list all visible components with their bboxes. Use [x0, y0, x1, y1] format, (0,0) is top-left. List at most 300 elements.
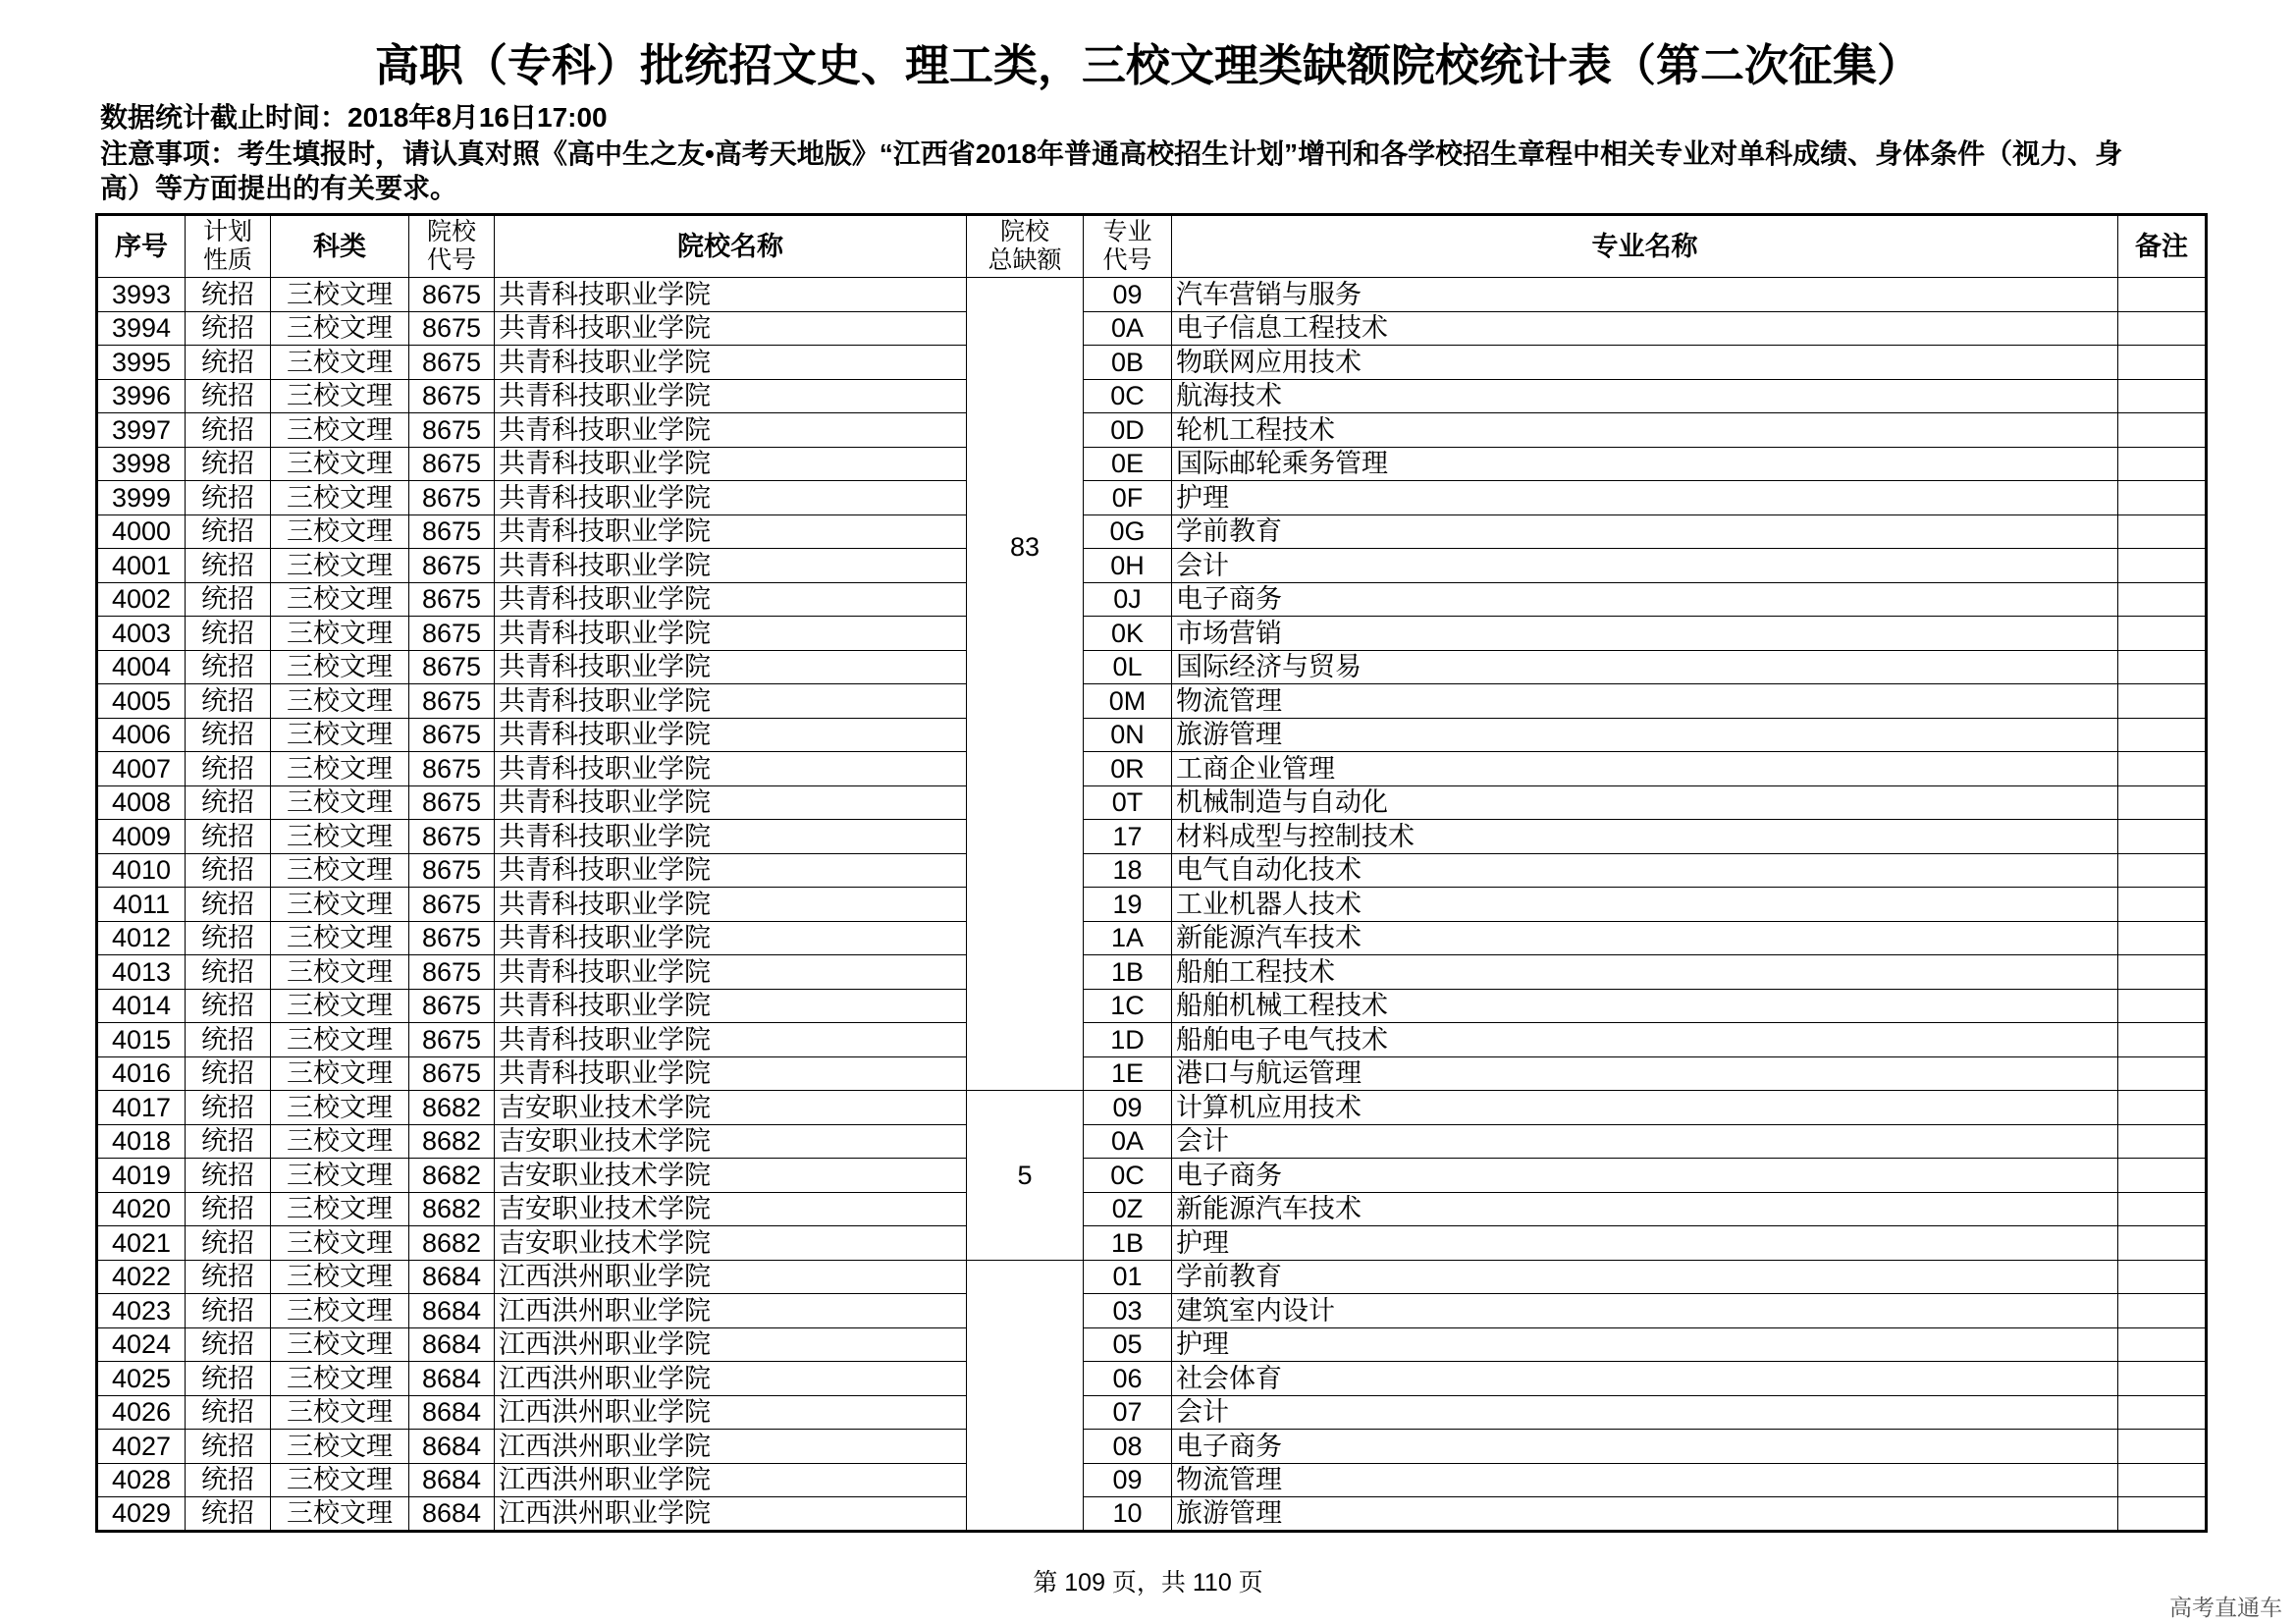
cell-plan-type: 统招 [186, 379, 271, 413]
cell-school-code: 8675 [409, 617, 495, 651]
cell-major-name: 市场营销 [1172, 617, 2118, 651]
cell-school-code: 8675 [409, 1023, 495, 1057]
cell-school-code: 8675 [409, 752, 495, 786]
cell-remark [2118, 989, 2207, 1023]
page-indicator: 第 109 页，共 110 页 [1033, 1569, 1263, 1597]
cell-seq: 4001 [97, 549, 186, 583]
cell-school-code: 8675 [409, 379, 495, 413]
header-label: 科类 [313, 231, 366, 261]
cell-major-code: 09 [1084, 278, 1172, 312]
cell-school-code: 8682 [409, 1226, 495, 1261]
cell-school-code: 8675 [409, 853, 495, 888]
cell-category: 三校文理 [271, 921, 409, 955]
notice-line: 高）等方面提出的有关要求。 [100, 173, 458, 203]
cell-major-code: 0J [1084, 582, 1172, 617]
cell-plan-type: 统招 [186, 278, 271, 312]
cell-major-code: 17 [1084, 820, 1172, 854]
cell-remark [2118, 1226, 2207, 1261]
cell-seq: 4006 [97, 718, 186, 752]
cell-remark [2118, 650, 2207, 684]
cell-remark [2118, 1260, 2207, 1294]
cell-major-name: 物联网应用技术 [1172, 346, 2118, 380]
cell-school-code: 8684 [409, 1430, 495, 1464]
cell-major-name: 轮机工程技术 [1172, 413, 2118, 448]
cell-major-name: 会计 [1172, 1395, 2118, 1430]
cell-seq: 3999 [97, 481, 186, 515]
cell-category: 三校文理 [271, 785, 409, 820]
cell-major-code: 0A [1084, 1124, 1172, 1159]
cell-major-name: 国际经济与贸易 [1172, 650, 2118, 684]
cell-remark [2118, 311, 2207, 346]
header-label: 院校 [426, 218, 476, 245]
header-cell [409, 215, 495, 278]
cell-remark [2118, 481, 2207, 515]
cell-seq: 4008 [97, 785, 186, 820]
cell-major-name: 学前教育 [1172, 1260, 2118, 1294]
cell-total-shortage [967, 1260, 1084, 1531]
cell-major-code: 0D [1084, 413, 1172, 448]
cell-major-code: 1D [1084, 1023, 1172, 1057]
header-cell [2118, 215, 2207, 278]
table-row [97, 549, 2207, 583]
cell-remark [2118, 346, 2207, 380]
header-label: 代号 [1102, 246, 1152, 274]
cell-remark [2118, 1294, 2207, 1328]
cell-major-code: 06 [1084, 1362, 1172, 1396]
cell-school-name: 共青科技职业学院 [495, 379, 967, 413]
cell-major-code: 1A [1084, 921, 1172, 955]
cell-school-name: 江西洪州职业学院 [495, 1362, 967, 1396]
table-row [97, 447, 2207, 481]
cell-school-code: 8675 [409, 888, 495, 922]
cell-school-name: 共青科技职业学院 [495, 888, 967, 922]
header-label: 序号 [115, 231, 168, 261]
header-label: 备注 [2135, 231, 2188, 261]
cell-remark [2118, 617, 2207, 651]
cell-school-code: 8682 [409, 1124, 495, 1159]
table-row [97, 888, 2207, 922]
cell-plan-type: 统招 [186, 853, 271, 888]
cell-remark [2118, 1463, 2207, 1497]
cell-school-name: 江西洪州职业学院 [495, 1294, 967, 1328]
cell-category: 三校文理 [271, 1362, 409, 1396]
cell-major-code: 19 [1084, 888, 1172, 922]
cell-seq: 4021 [97, 1226, 186, 1261]
cell-plan-type: 统招 [186, 1294, 271, 1328]
cell-category: 三校文理 [271, 549, 409, 583]
cell-category: 三校文理 [271, 1430, 409, 1464]
table-row [97, 379, 2207, 413]
cell-plan-type: 统招 [186, 752, 271, 786]
cell-remark [2118, 752, 2207, 786]
cell-school-code: 8675 [409, 820, 495, 854]
cell-plan-type: 统招 [186, 1395, 271, 1430]
cell-school-code: 8675 [409, 278, 495, 312]
cell-major-name: 会计 [1172, 1124, 2118, 1159]
cell-school-code: 8675 [409, 413, 495, 448]
cell-plan-type: 统招 [186, 921, 271, 955]
cell-category: 三校文理 [271, 1463, 409, 1497]
cell-category: 三校文理 [271, 1497, 409, 1532]
table-row [97, 921, 2207, 955]
cell-seq: 4027 [97, 1430, 186, 1464]
cell-major-code: 0E [1084, 447, 1172, 481]
cell-seq: 4010 [97, 853, 186, 888]
cell-school-name: 吉安职业技术学院 [495, 1159, 967, 1193]
cell-plan-type: 统招 [186, 1327, 271, 1362]
cell-major-name: 新能源汽车技术 [1172, 1192, 2118, 1226]
cell-major-code: 18 [1084, 853, 1172, 888]
cell-seq: 4003 [97, 617, 186, 651]
cell-school-code: 8675 [409, 582, 495, 617]
cell-plan-type: 统招 [186, 1159, 271, 1193]
cell-school-name: 共青科技职业学院 [495, 684, 967, 719]
cell-remark [2118, 718, 2207, 752]
cell-plan-type: 统招 [186, 549, 271, 583]
cell-plan-type: 统招 [186, 582, 271, 617]
cell-seq: 4017 [97, 1091, 186, 1125]
cell-school-code: 8675 [409, 785, 495, 820]
header-label: 院校 [999, 218, 1049, 245]
cell-school-code: 8675 [409, 684, 495, 719]
cell-major-code: 0K [1084, 617, 1172, 651]
cell-plan-type: 统招 [186, 989, 271, 1023]
table-row [97, 955, 2207, 990]
cell-remark [2118, 1395, 2207, 1430]
header-cell [495, 215, 967, 278]
cell-category: 三校文理 [271, 1023, 409, 1057]
cell-school-name: 共青科技职业学院 [495, 718, 967, 752]
cell-school-name: 共青科技职业学院 [495, 346, 967, 380]
cell-plan-type: 统招 [186, 684, 271, 719]
cell-school-code: 8675 [409, 989, 495, 1023]
cell-category: 三校文理 [271, 617, 409, 651]
cell-plan-type: 统招 [186, 514, 271, 549]
cell-remark [2118, 921, 2207, 955]
cell-major-name: 电子商务 [1172, 582, 2118, 617]
table-row [97, 346, 2207, 380]
cell-plan-type: 统招 [186, 447, 271, 481]
cell-category: 三校文理 [271, 447, 409, 481]
cell-major-code: 0M [1084, 684, 1172, 719]
cell-remark [2118, 785, 2207, 820]
cell-category: 三校文理 [271, 514, 409, 549]
cell-school-name: 共青科技职业学院 [495, 447, 967, 481]
cell-plan-type: 统招 [186, 1260, 271, 1294]
cell-remark [2118, 1192, 2207, 1226]
watermark: 高考直通车 [2169, 1595, 2282, 1620]
header-label: 性质 [202, 246, 252, 274]
table-body [97, 278, 2207, 1532]
table-row [97, 1294, 2207, 1328]
cell-major-name: 电气自动化技术 [1172, 853, 2118, 888]
cell-category: 三校文理 [271, 278, 409, 312]
cell-major-code: 0N [1084, 718, 1172, 752]
cell-category: 三校文理 [271, 888, 409, 922]
cell-school-code: 8675 [409, 311, 495, 346]
cell-major-code: 09 [1084, 1463, 1172, 1497]
cell-major-name: 材料成型与控制技术 [1172, 820, 2118, 854]
cell-major-code: 0C [1084, 1159, 1172, 1193]
cell-remark [2118, 853, 2207, 888]
cell-category: 三校文理 [271, 1294, 409, 1328]
cell-category: 三校文理 [271, 752, 409, 786]
cell-plan-type: 统招 [186, 955, 271, 990]
cell-category: 三校文理 [271, 650, 409, 684]
cell-plan-type: 统招 [186, 1091, 271, 1125]
table-row [97, 582, 2207, 617]
cell-major-name: 航海技术 [1172, 379, 2118, 413]
cell-school-name: 共青科技职业学院 [495, 853, 967, 888]
table-row [97, 650, 2207, 684]
cell-seq: 3995 [97, 346, 186, 380]
cell-major-code: 1C [1084, 989, 1172, 1023]
cell-school-name: 共青科技职业学院 [495, 582, 967, 617]
cell-seq: 4016 [97, 1056, 186, 1091]
cell-school-name: 共青科技职业学院 [495, 989, 967, 1023]
cell-remark [2118, 1327, 2207, 1362]
cell-school-name: 吉安职业技术学院 [495, 1226, 967, 1261]
table-row [97, 1395, 2207, 1430]
cell-category: 三校文理 [271, 1159, 409, 1193]
cell-total-shortage: 5 [967, 1091, 1084, 1261]
cell-remark [2118, 1159, 2207, 1193]
cell-school-code: 8682 [409, 1091, 495, 1125]
table-row [97, 1260, 2207, 1294]
cell-seq: 3997 [97, 413, 186, 448]
cell-major-code: 1E [1084, 1056, 1172, 1091]
table-row [97, 1159, 2207, 1193]
cell-major-name: 护理 [1172, 1327, 2118, 1362]
cell-category: 三校文理 [271, 1395, 409, 1430]
cell-school-name: 共青科技职业学院 [495, 311, 967, 346]
cell-plan-type: 统招 [186, 650, 271, 684]
cell-category: 三校文理 [271, 1226, 409, 1261]
table-row [97, 820, 2207, 854]
cell-plan-type: 统招 [186, 1056, 271, 1091]
cell-remark [2118, 1124, 2207, 1159]
notice-line: 注意事项：考生填报时，请认真对照《高中生之友•高考天地版》“江西省2018年普通高校招生计划”增刊和各学校招生章程中相关专业对单科成绩、身体条件（视力、身 [100, 138, 2123, 169]
cell-major-name: 电子信息工程技术 [1172, 311, 2118, 346]
cell-major-name: 护理 [1172, 1226, 2118, 1261]
cell-school-name: 共青科技职业学院 [495, 481, 967, 515]
cell-school-name: 共青科技职业学院 [495, 1056, 967, 1091]
cell-school-code: 8675 [409, 447, 495, 481]
cell-major-code: 1B [1084, 1226, 1172, 1261]
cell-total-shortage: 83 [967, 278, 1084, 1091]
cell-seq: 4002 [97, 582, 186, 617]
cell-major-code: 03 [1084, 1294, 1172, 1328]
table-row [97, 718, 2207, 752]
header-cell [97, 215, 186, 278]
cell-plan-type: 统招 [186, 785, 271, 820]
cell-school-code: 8684 [409, 1497, 495, 1532]
header-label: 专业 [1102, 218, 1152, 245]
cell-school-name: 共青科技职业学院 [495, 617, 967, 651]
cell-school-code: 8675 [409, 346, 495, 380]
header-cell [1172, 215, 2118, 278]
cell-school-name: 江西洪州职业学院 [495, 1260, 967, 1294]
cell-major-name: 船舶机械工程技术 [1172, 989, 2118, 1023]
header-cell [967, 215, 1084, 278]
cell-category: 三校文理 [271, 1091, 409, 1125]
cell-plan-type: 统招 [186, 1023, 271, 1057]
cell-category: 三校文理 [271, 1192, 409, 1226]
cell-major-code: 0H [1084, 549, 1172, 583]
table-row [97, 278, 2207, 312]
cell-category: 三校文理 [271, 311, 409, 346]
cell-major-name: 建筑室内设计 [1172, 1294, 2118, 1328]
cell-major-name: 电子商务 [1172, 1430, 2118, 1464]
cell-category: 三校文理 [271, 718, 409, 752]
cell-major-code: 0L [1084, 650, 1172, 684]
header-cell [271, 215, 409, 278]
table-row [97, 1430, 2207, 1464]
cell-major-name: 护理 [1172, 481, 2118, 515]
cell-remark [2118, 820, 2207, 854]
table-row [97, 1124, 2207, 1159]
cell-category: 三校文理 [271, 853, 409, 888]
cell-school-code: 8675 [409, 955, 495, 990]
cell-category: 三校文理 [271, 1124, 409, 1159]
cell-school-code: 8682 [409, 1192, 495, 1226]
cell-major-code: 0F [1084, 481, 1172, 515]
cell-seq: 4007 [97, 752, 186, 786]
deadline-text: 数据统计截止时间：2018年8月16日17:00 [100, 102, 608, 133]
cell-major-name: 物流管理 [1172, 684, 2118, 719]
table-row [97, 1023, 2207, 1057]
cell-plan-type: 统招 [186, 1192, 271, 1226]
cell-major-code: 09 [1084, 1091, 1172, 1125]
cell-plan-type: 统招 [186, 346, 271, 380]
table-row [97, 989, 2207, 1023]
cell-major-name: 会计 [1172, 549, 2118, 583]
cell-category: 三校文理 [271, 413, 409, 448]
cell-plan-type: 统招 [186, 1430, 271, 1464]
cell-remark [2118, 582, 2207, 617]
cell-remark [2118, 1056, 2207, 1091]
cell-major-code: 0T [1084, 785, 1172, 820]
cell-seq: 4022 [97, 1260, 186, 1294]
cell-category: 三校文理 [271, 1260, 409, 1294]
cell-major-name: 船舶工程技术 [1172, 955, 2118, 990]
cell-seq: 3998 [97, 447, 186, 481]
table-row [97, 853, 2207, 888]
table-row [97, 1091, 2207, 1125]
header-label: 院校名称 [677, 231, 783, 261]
cell-major-name: 计算机应用技术 [1172, 1091, 2118, 1125]
cell-seq: 4023 [97, 1294, 186, 1328]
cell-plan-type: 统招 [186, 311, 271, 346]
cell-major-name: 工业机器人技术 [1172, 888, 2118, 922]
cell-school-name: 吉安职业技术学院 [495, 1091, 967, 1125]
cell-plan-type: 统招 [186, 820, 271, 854]
cell-seq: 4012 [97, 921, 186, 955]
table-row [97, 1192, 2207, 1226]
cell-major-code: 0Z [1084, 1192, 1172, 1226]
cell-category: 三校文理 [271, 379, 409, 413]
cell-school-name: 共青科技职业学院 [495, 549, 967, 583]
cell-major-name: 社会体育 [1172, 1362, 2118, 1396]
cell-seq: 4011 [97, 888, 186, 922]
cell-major-code: 0C [1084, 379, 1172, 413]
table-row [97, 1362, 2207, 1396]
cell-school-code: 8684 [409, 1260, 495, 1294]
cell-school-name: 共青科技职业学院 [495, 752, 967, 786]
cell-seq: 4025 [97, 1362, 186, 1396]
cell-remark [2118, 379, 2207, 413]
cell-seq: 3993 [97, 278, 186, 312]
cell-school-code: 8684 [409, 1327, 495, 1362]
cell-remark [2118, 1023, 2207, 1057]
cell-major-code: 0B [1084, 346, 1172, 380]
cell-school-name: 吉安职业技术学院 [495, 1124, 967, 1159]
cell-major-code: 07 [1084, 1395, 1172, 1430]
table-row [97, 785, 2207, 820]
cell-school-code: 8675 [409, 514, 495, 549]
cell-major-name: 机械制造与自动化 [1172, 785, 2118, 820]
table-row [97, 1327, 2207, 1362]
cell-major-code: 01 [1084, 1260, 1172, 1294]
table-row [97, 617, 2207, 651]
cell-plan-type: 统招 [186, 1226, 271, 1261]
header-cell [1084, 215, 1172, 278]
cell-school-name: 共青科技职业学院 [495, 820, 967, 854]
table-row [97, 311, 2207, 346]
cell-category: 三校文理 [271, 820, 409, 854]
cell-school-name: 共青科技职业学院 [495, 955, 967, 990]
cell-school-code: 8675 [409, 718, 495, 752]
cell-school-name: 共青科技职业学院 [495, 785, 967, 820]
cell-category: 三校文理 [271, 989, 409, 1023]
table-row [97, 413, 2207, 448]
cell-seq: 4000 [97, 514, 186, 549]
cell-remark [2118, 1497, 2207, 1532]
cell-seq: 4020 [97, 1192, 186, 1226]
cell-remark [2118, 955, 2207, 990]
cell-major-name: 学前教育 [1172, 514, 2118, 549]
page-title: 高职（专科）批统招文史、理工类，三校文理类缺额院校统计表（第二次征集） [374, 40, 1921, 90]
cell-category: 三校文理 [271, 582, 409, 617]
cell-major-name: 电子商务 [1172, 1159, 2118, 1193]
cell-major-name: 物流管理 [1172, 1463, 2118, 1497]
cell-category: 三校文理 [271, 346, 409, 380]
cell-school-name: 共青科技职业学院 [495, 413, 967, 448]
header-row [97, 215, 2207, 278]
cell-plan-type: 统招 [186, 481, 271, 515]
cell-school-code: 8675 [409, 650, 495, 684]
cell-plan-type: 统招 [186, 718, 271, 752]
table-row [97, 481, 2207, 515]
cell-seq: 3996 [97, 379, 186, 413]
cell-school-code: 8684 [409, 1395, 495, 1430]
cell-remark [2118, 413, 2207, 448]
cell-remark [2118, 684, 2207, 719]
cell-major-code: 05 [1084, 1327, 1172, 1362]
table-row [97, 684, 2207, 719]
cell-plan-type: 统招 [186, 1463, 271, 1497]
table-row [97, 1497, 2207, 1532]
header-label: 专业名称 [1591, 231, 1698, 261]
cell-seq: 3994 [97, 311, 186, 346]
cell-school-name: 共青科技职业学院 [495, 514, 967, 549]
cell-category: 三校文理 [271, 955, 409, 990]
cell-school-name: 江西洪州职业学院 [495, 1497, 967, 1532]
cell-school-code: 8675 [409, 549, 495, 583]
cell-school-code: 8684 [409, 1294, 495, 1328]
cell-major-name: 汽车营销与服务 [1172, 278, 2118, 312]
cell-plan-type: 统招 [186, 888, 271, 922]
